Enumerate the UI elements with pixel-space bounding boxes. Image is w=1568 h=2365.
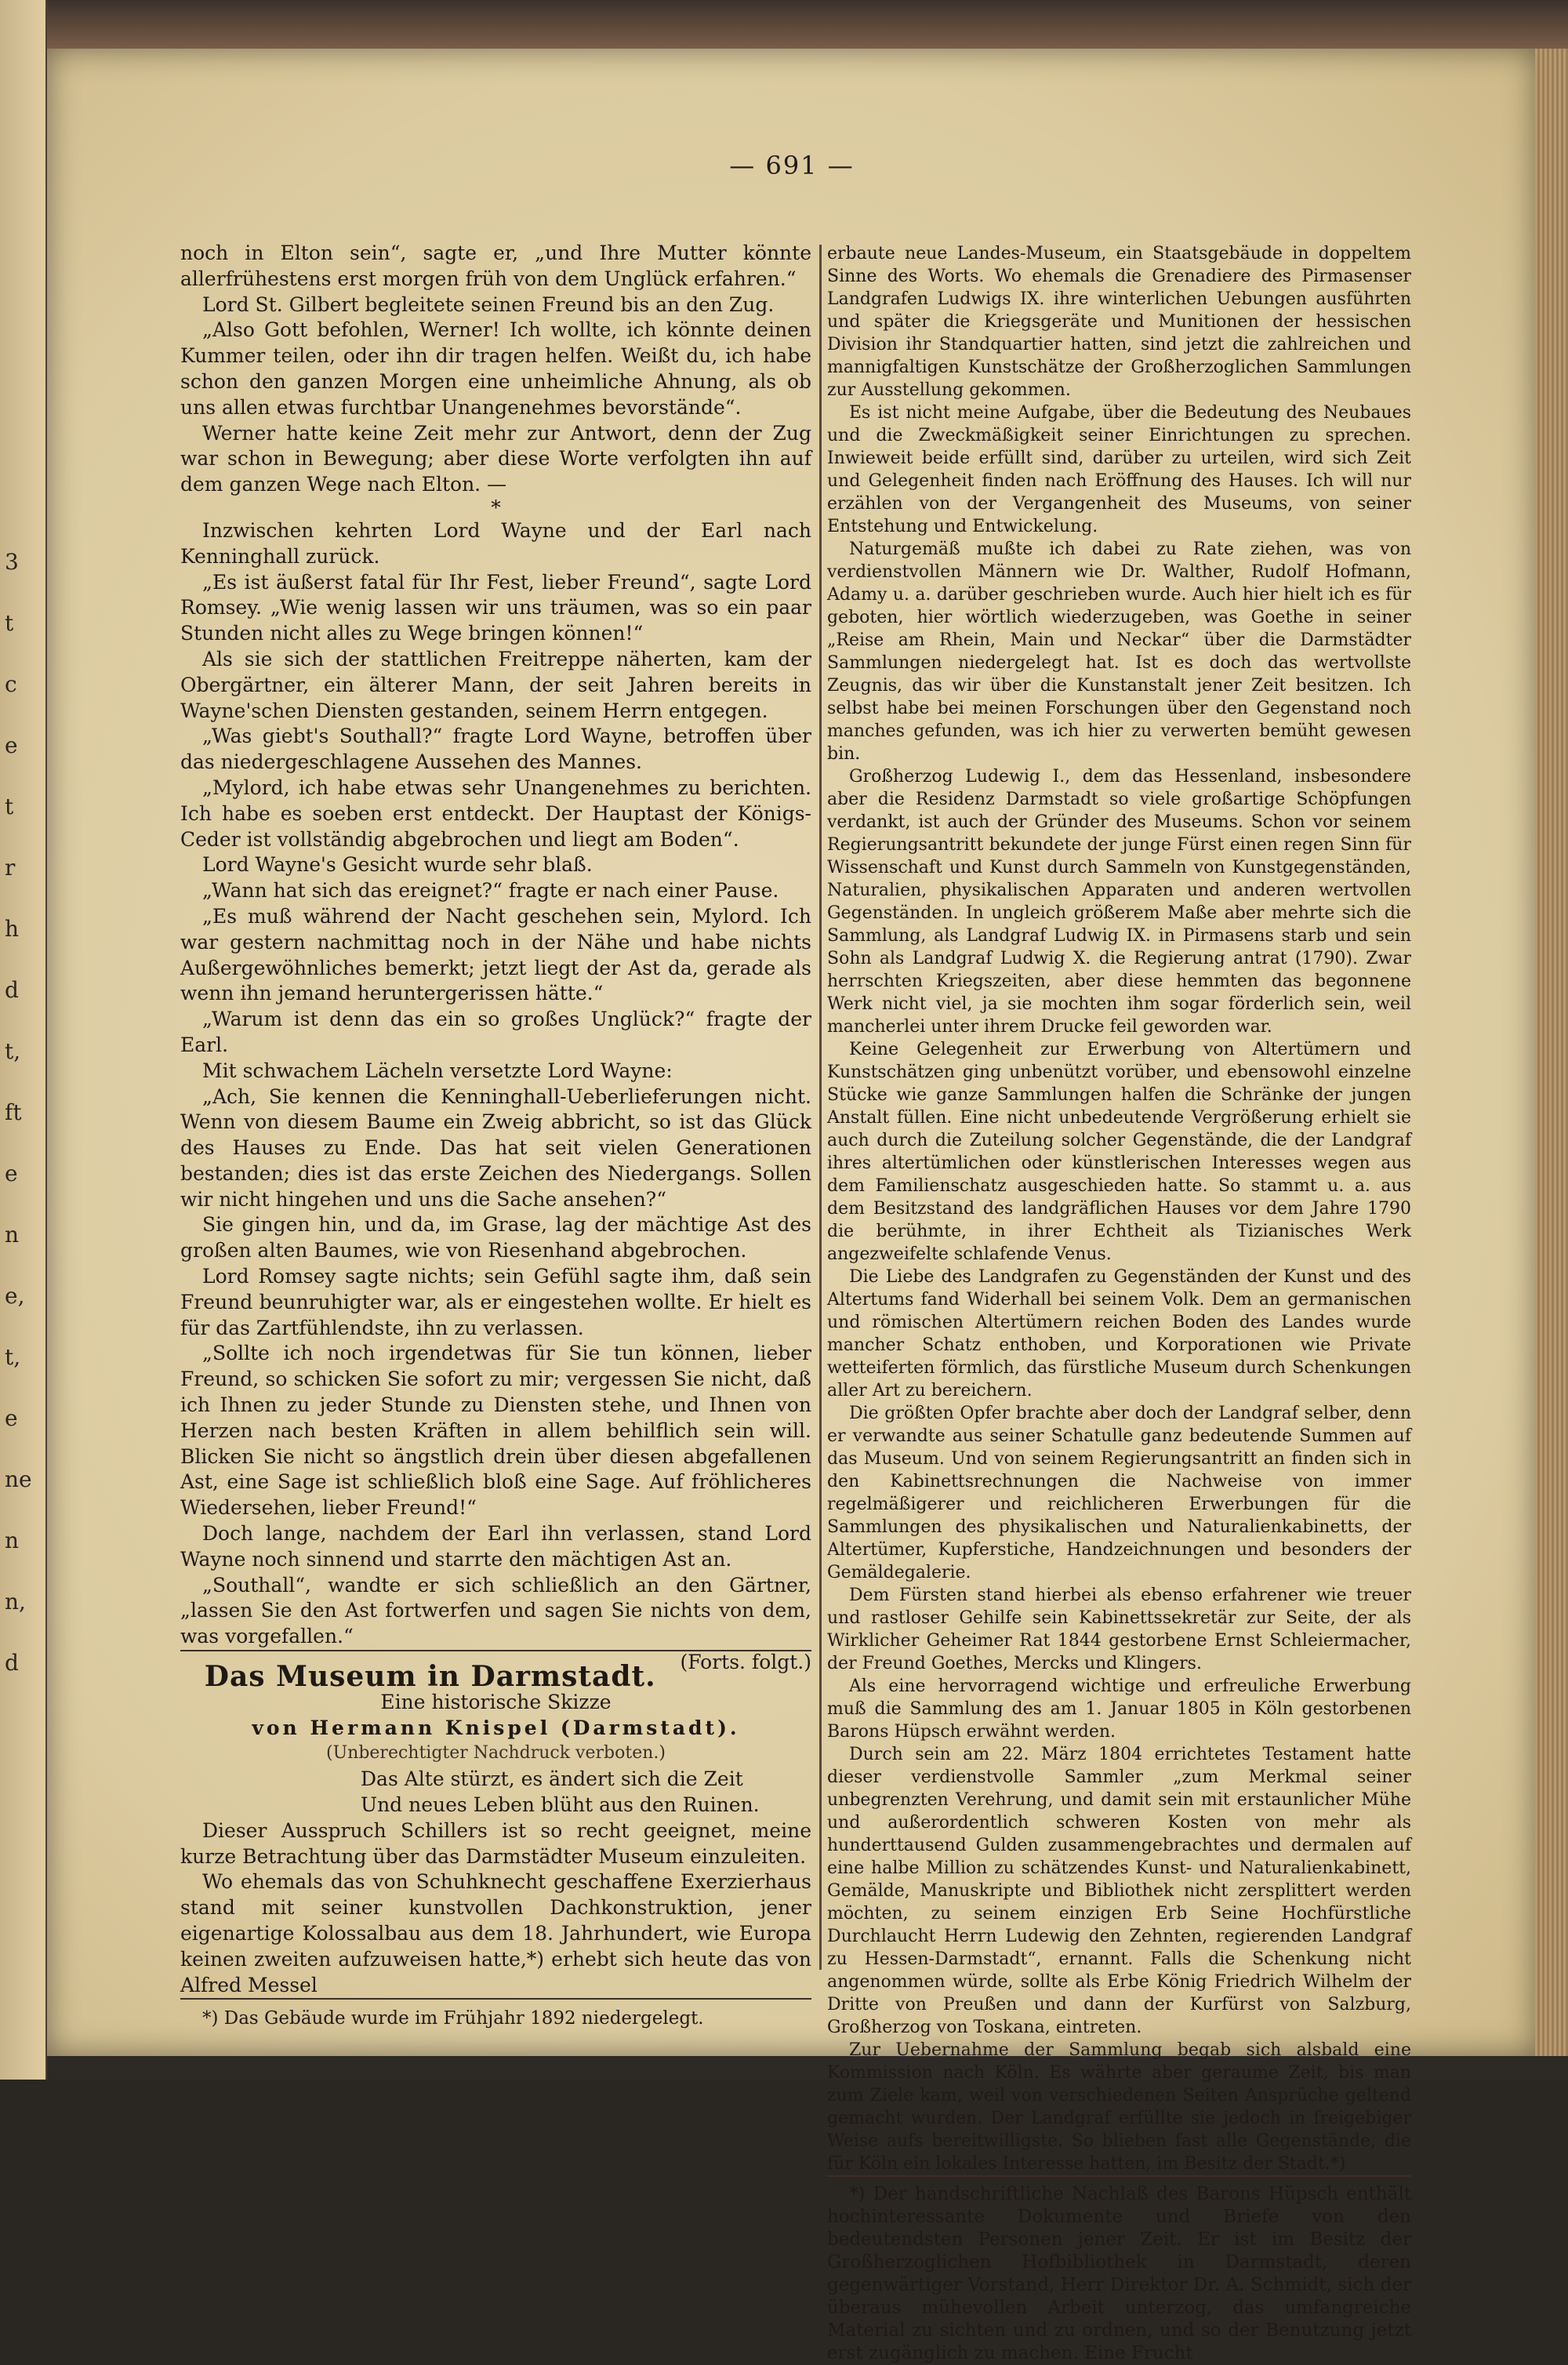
book-fore-edge xyxy=(1535,49,1568,2056)
paragraph: „Wann hat sich das ereignet?“ fragte er nach einer Pause. xyxy=(202,879,779,903)
paragraph: Mit schwachem Lächeln versetzte Lord Wayne: xyxy=(202,1059,673,1082)
paragraph: Sie gingen hin, und da, im Grase, lag der mächtige Ast des großen alten Baumes, wie von Riesenhand abgebrochen. xyxy=(180,1213,811,1262)
paragraph: Durch sein am 22. März 1804 errichtetes Testament hatte dieser verdienstvolle Sammler „zum Merkmal seiner unbegrenzten Verehrung, und damit sein mit erstaunlicher Mühe und außerordentlich schweren Kosten von mehr als hunderttausend Gulden zusammengebrachtes und dermalen auf eine halbe Million zu schätzendes Kunst- und Naturalienkabinett, Gemälde, Manuskripte und Bibliothek nicht zersplittert werden möchten, zu seinem einzigen Erb Seine Hochfürstliche Durchlaucht Herrn Ludewig den Zehnten, regierenden Landgraf zu Hessen-Darmstadt“, ernannt. Falls die Schenkung nicht angenommen würde, sollte als Erbe König Friedrich Wilhelm der Dritte von Preußen und dann der Kurfürst von Salzburg, Großherzog von Toskana, eintreten. xyxy=(827,1745,1411,2037)
reprint-notice: (Unberechtigter Nachdruck verboten.) xyxy=(326,1743,666,1764)
paragraph: „Southall“, wandte er sich schließlich an den Gärtner, „lassen Sie den Ast fortwerfen und sagen Sie nichts von dem, was vorgefallen.“ xyxy=(180,1573,811,1648)
paragraph: Es ist nicht meine Aufgabe, über die Bedeutung des Neubaues und die Zweckmäßigkeit seiner Einrichtungen zu sprechen. Inwieweit beide erfüllt sind, darüber zu urteilen, wird sich Zeit und Gelegenheit finden nach Eröffnung des Hauses. Ich will nur erzählen von der Vergangenheit des Museums, von seiner Entstehung und Entwickelung. xyxy=(827,403,1411,536)
paragraph: Naturgemäß mußte ich dabei zu Rate ziehen, was von verdienstvollen Männern wie Dr. Walther, Rudolf Hofmann, Adamy u. a. darüber geschrieben wurde. Auch hier hielt ich es für geboten, hier wörtlich wiederzugeben, was Goethe in seiner „Reise am Rhein, Main und Neckar“ über die Darmstädter Sammlungen niedergelegt hat. Ist es doch das wertvollste Zeugnis, das wir über die Kunstanstalt jener Zeit besitzen. Ich selbst habe bei meinen Forschungen über den Gegenstand noch manches gefunden, was ich hier zu verwerten bemüht gewesen bin. xyxy=(827,539,1411,764)
facing-page-fragment: t xyxy=(5,610,14,636)
motto-line: Das Alte stürzt, es ändert sich die Zeit xyxy=(361,1767,743,1791)
facing-page-fragment: n xyxy=(5,1222,20,1248)
facing-page-fragment: 3 xyxy=(5,549,19,575)
page-number: — 691 — xyxy=(729,151,855,180)
paragraph: „Sollte ich noch irgendetwas für Sie tun können, lieber Freund, so schicken Sie sofort zu mir; vergessen Sie nicht, daß ich Ihnen zu jeder Stunde zu Diensten stehe, und Ihnen von Herzen nach besten Kräften in allem behilflich sein will. Blicken Sie nicht so ängstlich drein über diesen abgefallenen Ast, eine Sage ist schließlich bloß eine Sage. Auf fröhlicheres Wiedersehen, lieber Freund!“ xyxy=(180,1342,811,1520)
paragraph: Als sie sich der stattlichen Freitreppe näherten, kam der Obergärtner, ein älterer Mann, der seit Jahren bereits in Wayne'schen Diensten gestanden, seinem Herrn entgegen. xyxy=(180,647,811,722)
paragraph: Zur Uebernahme der Sammlung begab sich alsbald eine Kommission nach Köln. Es währte aber geraume Zeit, bis man zum Ziele kam, weil von verschiedenen Seiten Ansprüche geltend gemacht wurden. Der Landgraf erfüllte sie jedoch in freigebiger Weise aufs bereitwilligste. So blieben fast alle Gegenstände, die für Köln ein lokales Interesse hatten, im Besitz der Stadt.*) xyxy=(827,2040,1411,2174)
facing-page-fragment: e xyxy=(5,732,18,758)
article-title: Das Museum in Darmstadt. xyxy=(180,1650,811,1690)
article-byline: von Hermann Knispel (Darmstadt). xyxy=(252,1716,740,1739)
facing-page-fragment: e xyxy=(5,1405,18,1431)
paragraph: Wo ehemals das von Schuhknecht geschaffene Exerzierhaus stand mit seiner kunstvollen Dachkonstruktion, jener eigenartige Kolossalbau aus dem 18. Jahrhundert, wie Europa keinen zweiten aufzuweisen hatte,*) erhebt sich heute das von Alfred Messel xyxy=(180,1870,811,1996)
newspaper-page xyxy=(47,49,1537,2363)
facing-page-fragment: ft xyxy=(5,1099,22,1125)
facing-page-fragment: e xyxy=(5,1161,18,1186)
facing-page-fragment: t, xyxy=(5,1038,21,1064)
paragraph: „Was giebt's Southall?“ fragte Lord Wayne, betroffen über das niedergeschlagene Aussehen des Mannes. xyxy=(180,725,811,774)
motto-line: Und neues Leben blüht aus den Ruinen. xyxy=(361,1793,760,1817)
paragraph: Die Liebe des Landgrafen zu Gegenständen der Kunst und des Altertums fand Widerhall bei seinem Volk. Dem an germanischen und römischen Altertümern reichen Boden des Landes wurde mancher Schatz enthoben, und Korporationen wie Private wetteiferten förmlich, das fürstliche Museum durch Schenkungen aller Art zu bereichern. xyxy=(827,1267,1411,1400)
paragraph: „Also Gott befohlen, Werner! Ich wollte, ich könnte deinen Kummer teilen, oder ihn dir tragen helfen. Weißt du, ich habe schon den ganzen Morgen eine unheimliche Ahnung, als ob uns allen etwas furchtbar Unangenehmes bevorstände“. xyxy=(180,318,811,419)
facing-page-fragment: n xyxy=(5,1528,20,1553)
paragraph: „Ach, Sie kennen die Kenninghall-Ueberlieferungen nicht. Wenn von diesem Baume ein Zweig abbricht, so ist das Glück des Hauses zu Ende. Das hat seit vielen Generationen bestanden; dies ist das erste Zeichen des Niedergangs. Sollen wir nicht hingehen und uns die Sache ansehen?“ xyxy=(180,1084,811,1211)
paragraph: Keine Gelegenheit zur Erwerbung von Altertümern und Kunstschätzen ging unbenützt vorüber, und ebensowohl einzelne Stücke wie ganze Sammlungen halfen die Schränke der jungen Anstalt füllen. Eine nicht unbedeutende Vergrößerung erhielt sie auch durch die Zuteilung solcher Gegenstände, die der Landgraf ihres altertümlichen oder künstlerischen Interesses wegen aus dem Familienschatz ausgeschieden hatte. So stammt u. a. aus dem Besitzstand des landgräflichen Hauses vor dem Jahre 1790 die berühmte, in ihrer Echtheit als Tizianisches Werk angezweifelte schlafende Venus. xyxy=(827,1040,1411,1264)
facing-page-fragment: r xyxy=(5,855,16,881)
footnote: *) Das Gebäude wurde im Frühjahr 1892 niedergelegt. xyxy=(180,1998,811,2032)
facing-page-fragment: d xyxy=(5,1650,19,1676)
continued-note: (Forts. folgt.) xyxy=(680,1651,811,1674)
paragraph: Lord St. Gilbert begleitete seinen Freund bis an den Zug. xyxy=(202,292,775,316)
paragraph: „Es muß während der Nacht geschehen sein, Mylord. Ich war gestern nachmittag noch in der Nähe und habe nichts Außergewöhnliches bemerkt; jetzt liegt der Ast da, gerade als wenn ihn jemand heruntergerissen hätte.“ xyxy=(180,904,811,1005)
paragraph: „Es ist äußerst fatal für Ihr Fest, lieber Freund“, sagte Lord Romsey. „Wie wenig lassen wir uns träumen, was so ein paar Stunden nicht alles zu Wege bringen können!“ xyxy=(180,570,811,645)
paragraph: erbaute neue Landes-Museum, ein Staatsgebäude in doppeltem Sinne des Worts. Wo ehemals die Grenadiere des Pirmasenser Landgrafen Ludwigs IX. ihre winterlichen Uebungen ausführten und später die Kriegsgeräte und Munitionen der hessischen Division ihr Standquartier hatten, sind jetzt die zahlreichen und mannigfaltigen Kunstschätze der Großherzoglichen Sammlungen zur Ausstellung gekommen. xyxy=(827,244,1411,400)
paragraph: „Warum ist denn das ein so großes Unglück?“ fragte der Earl. xyxy=(180,1008,811,1056)
section-separator: * xyxy=(491,496,501,519)
facing-page-fragment: t, xyxy=(5,1344,21,1370)
paragraph: „Mylord, ich habe etwas sehr Unangenehmes zu berichten. Ich habe es soeben erst entdeckt. Der Hauptast der Königs-Ceder ist vollständig abgebrochen und liegt am Boden“. xyxy=(180,776,811,851)
paragraph: noch in Elton sein“, sagte er, „und Ihre Mutter könnte allerfrühestens erst morgen früh von dem Unglück erfahren.“ xyxy=(180,242,811,290)
footnote: *) Der handschriftliche Nachlaß des Barons Hüpsch enthält hochinteressante Dokumente und Briefe von den bedeutendsten Personen jener Zeit. Er ist im Besitz der Großherzoglichen Hofbibliothek in Darmstadt, deren gegenwärtiger Vorstand, Herr Direktor Dr. A. Schmidt, sich der überaus mühevollen Arbeit unterzog, das umfangreiche Material zu sichten und zu ordnen, und so der Benutzung jetzt erst zugänglich zu machen. Eine Frucht xyxy=(827,2175,1411,2365)
facing-page-fragment: t xyxy=(5,794,14,819)
facing-page-fragment: h xyxy=(5,916,20,942)
paragraph: Als eine hervorragend wichtige und erfreuliche Erwerbung muß die Sammlung des am 1. Januar 1805 in Köln gestorbenen Barons Hüpsch erwähnt werden. xyxy=(827,1677,1411,1742)
facing-page-fragment: e, xyxy=(5,1283,25,1309)
column-divider xyxy=(819,245,822,1970)
paragraph: Großherzog Ludewig I., dem das Hessenland, insbesondere aber die Residenz Darmstadt so viele großartige Schöpfungen verdankt, ist auch der Gründer des Museums. Schon vor seinem Regierungsantritt bekundete der junge Fürst einen regen Sinn für Wissenschaft und Kunst durch Sammeln von Kunstgegenständen, Naturalien, physikalischen Apparaten und anderen wertvollen Gegenständen. In ungleich größerem Maße aber mehrte sich die Sammlung, als Landgraf Ludwig IX. in Pirmasens starb und sein Sohn als Landgraf Ludwig X. die Regierung antrat (1790). Zwar herrschten Kriegszeiten, aber diese hemmten das begonnene Werk nicht viel, ja sie mochten ihm sogar förderlich sein, weil mancherlei unter ihrem Drucke feil geworden war. xyxy=(827,767,1411,1037)
paragraph: Dieser Ausspruch Schillers ist so recht geeignet, meine kurze Betrachtung über das Darmstädter Museum einzuleiten. xyxy=(180,1818,811,1868)
right-column xyxy=(827,242,1411,2365)
paragraph: Doch lange, nachdem der Earl ihn verlassen, stand Lord Wayne noch sinnend und starrte den mächtigen Ast an. xyxy=(180,1522,811,1571)
facing-page-strip xyxy=(0,0,47,2080)
article-subtitle: Eine historische Skizze xyxy=(380,1690,612,1713)
facing-page-fragment: c xyxy=(5,671,17,697)
facing-page-fragment: n, xyxy=(5,1589,26,1615)
paragraph: Werner hatte keine Zeit mehr zur Antwort, denn der Zug war schon in Bewegung; aber diese Worte verfolgten ihn auf dem ganzen Wege nach Elton. — xyxy=(180,421,811,496)
paragraph: Lord Romsey sagte nichts; sein Gefühl sagte ihm, daß sein Freund beunruhigter war, als er eingestehen wollte. Er hielt es für das Zartfühlendste, ihn zu verlassen. xyxy=(180,1265,811,1339)
paragraph: Inzwischen kehrten Lord Wayne und der Earl nach Kenninghall zurück. xyxy=(180,518,811,568)
paragraph: Lord Wayne's Gesicht wurde sehr blaß. xyxy=(202,853,593,877)
paragraph: Die größten Opfer brachte aber doch der Landgraf selber, denn er verwandte aus seiner Schatulle ganz bedeutende Summen auf das Museum. Und von seinem Regierungsantritt an finden sich in den Kabinettsrechnungen die Nachweise von immer regelmäßigerer und reichlicheren Erwerbungen für die Sammlungen des physikalischen und Naturalienkabinetts, der Altertümer, Kupferstiche, Handzeichnungen und besonders der Gemäldegalerie. xyxy=(827,1404,1411,1582)
left-column xyxy=(180,241,811,2032)
facing-page-fragment: d xyxy=(5,977,19,1003)
paragraph: Dem Fürsten stand hierbei als ebenso erfahrener wie treuer und rastloser Gehilfe sein Kabinettssekretär zur Seite, der als Wirklicher Geheimer Rat 1844 gestorbene Ernst Schleiermacher, der Freund Goethes, Mercks und Klingers. xyxy=(827,1586,1411,1673)
facing-page-fragment: ne xyxy=(5,1466,32,1492)
